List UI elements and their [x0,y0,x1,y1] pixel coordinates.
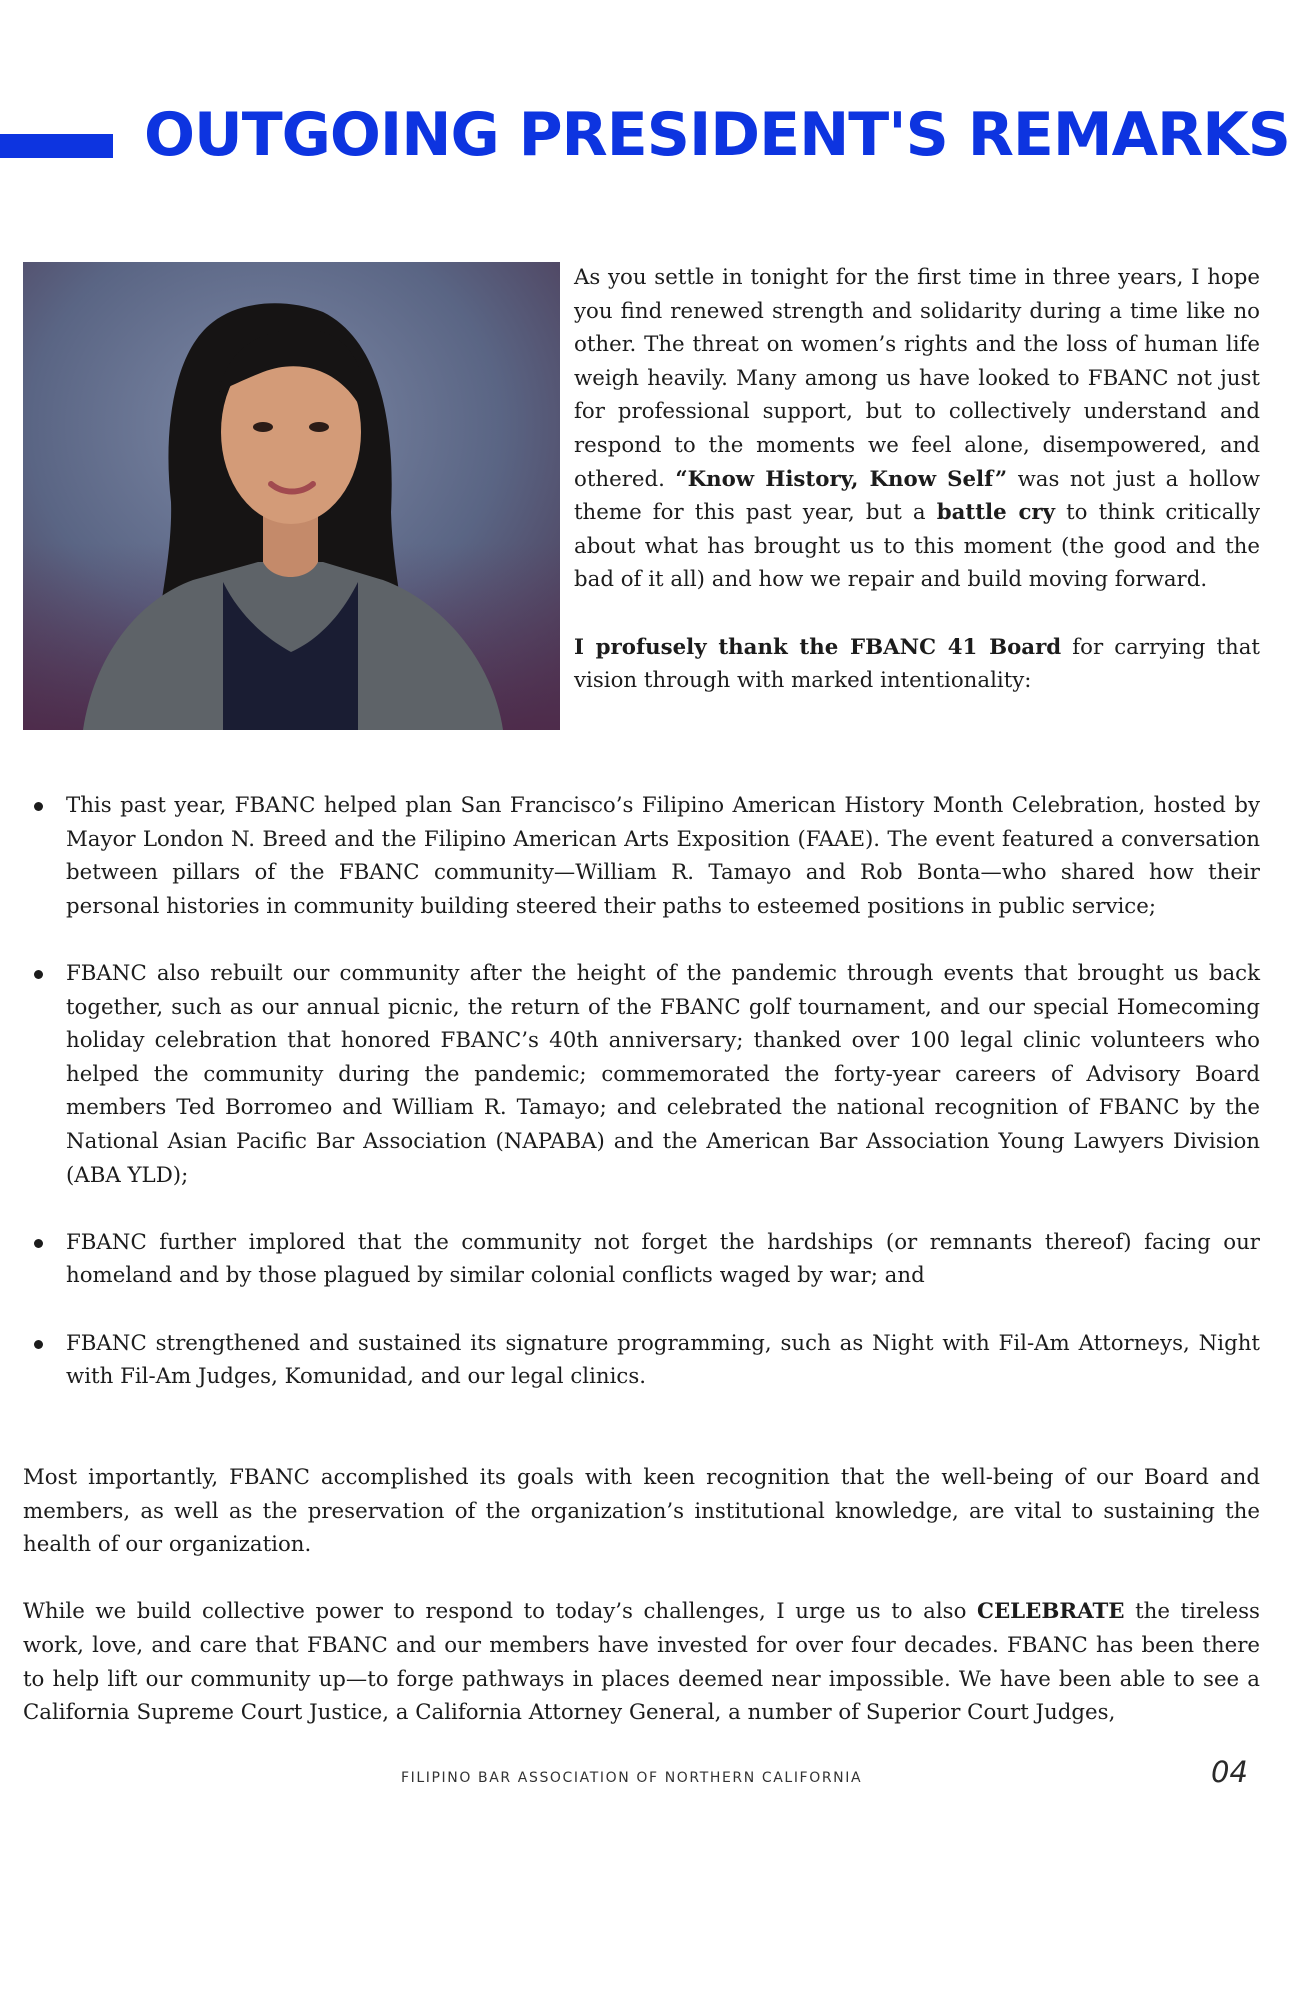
intro-p1-end: to think critically about what has brought us to this moment (the good and the bad of it all) and how we repair and build moving forward. [574,500,1260,593]
title-accent-bar [0,134,113,158]
footer-organization: FILIPINO BAR ASSOCIATION OF NORTHERN CALIFORNIA [401,1770,863,1786]
accomplishments-list [66,789,1260,1427]
portrait-photo-icon [23,262,560,730]
intro-paragraph-2 [574,631,1260,698]
list-item: FBANC further implored that the community not forget the hardships (or remnants thereof) facing our homeland and by those plagued by similar colonial conflicts waged by war; and [66,1226,1260,1293]
intro-p2-bold: I profusely thank the FBANC 41 Board [574,634,1062,660]
page-title: OUTGOING PRESIDENT'S REMARKS [144,100,1290,170]
outro-paragraph-1: Most importantly, FBANC accomplished its goals with keen recognition that the well-being of our Board and members, as well as the preservation of the organization’s institutional knowledge, are vital to sustaining the health of our organization. [23,1465,1260,1558]
outro-p2-start: While we build collective power to respond to today’s challenges, I urge us to also [23,1599,967,1625]
intro-text [574,261,1260,698]
list-item: This past year, FBANC helped plan San Francisco’s Filipino American History Month Celebration, hosted by Mayor London N. Breed and the Filipino American Arts Exposition (FAAE). The event featured a conversation between pillars of the FBANC community—William R. Tamayo and Rob Bonta—who shared how their personal histories in community building steered their paths to esteemed positions in public service; [66,789,1260,923]
portrait-illustration [23,262,560,730]
list-item: FBANC also rebuilt our community after the height of the pandemic through events that brought us back together, such as our annual picnic, the return of the FBANC golf tournament, and our special Homecoming holiday celebration that honored FBANC’s 40th anniversary; thanked over 100 legal clinic volunteers who helped the community during the pandemic; commemorated the forty-year careers of Advisory Board members Ted Borromeo and William R. Tamayo; and celebrated the national recognition of FBANC by the National Asian Pacific Bar Association (NAPABA) and the American Bar Association Young Lawyers Division (ABA YLD); [66,957,1260,1192]
outro-p2-end: the tireless work, love, and care that FBANC and our members have invested for over four decades. FBANC has been there to help lift our community up—to forge pathways in places deemed near impossible. We have been able to see a California Supreme Court Justice, a California Attorney General, a number of Superior Court Judges, [23,1599,1260,1726]
list-item: FBANC strengthened and sustained its signature programming, such as Night with Fil-Am Attorneys, Night with Fil-Am Judges, Komunidad, and our legal clinics. [66,1327,1260,1394]
page-number: 04 [1211,1755,1248,1789]
intro-p1-theme: “Know History, Know Self” [675,466,1008,492]
intro-paragraph-1 [574,261,1260,597]
intro-p1-start: As you settle in tonight for the first time in three years, I hope you find renewed strength and solidarity during a time like no other. The threat on women’s rights and the loss of human life weigh heavily. Many among us have looked to FBANC not just for professional support, but to collectively understand and respond to the moments we feel alone, disempowered, and othered. [574,265,1260,492]
intro-p1-mid: was not just a hollow theme for this past year, but a [574,466,1260,526]
intro-p1-cry: battle cry [936,500,1056,526]
intro-p2-rest: for carrying that vision through with marked intentionality: [574,634,1260,694]
outro-p2-bold: CELEBRATE [977,1599,1125,1625]
outro-paragraph-2 [23,1595,1260,1729]
outro-text [23,1461,1260,1730]
